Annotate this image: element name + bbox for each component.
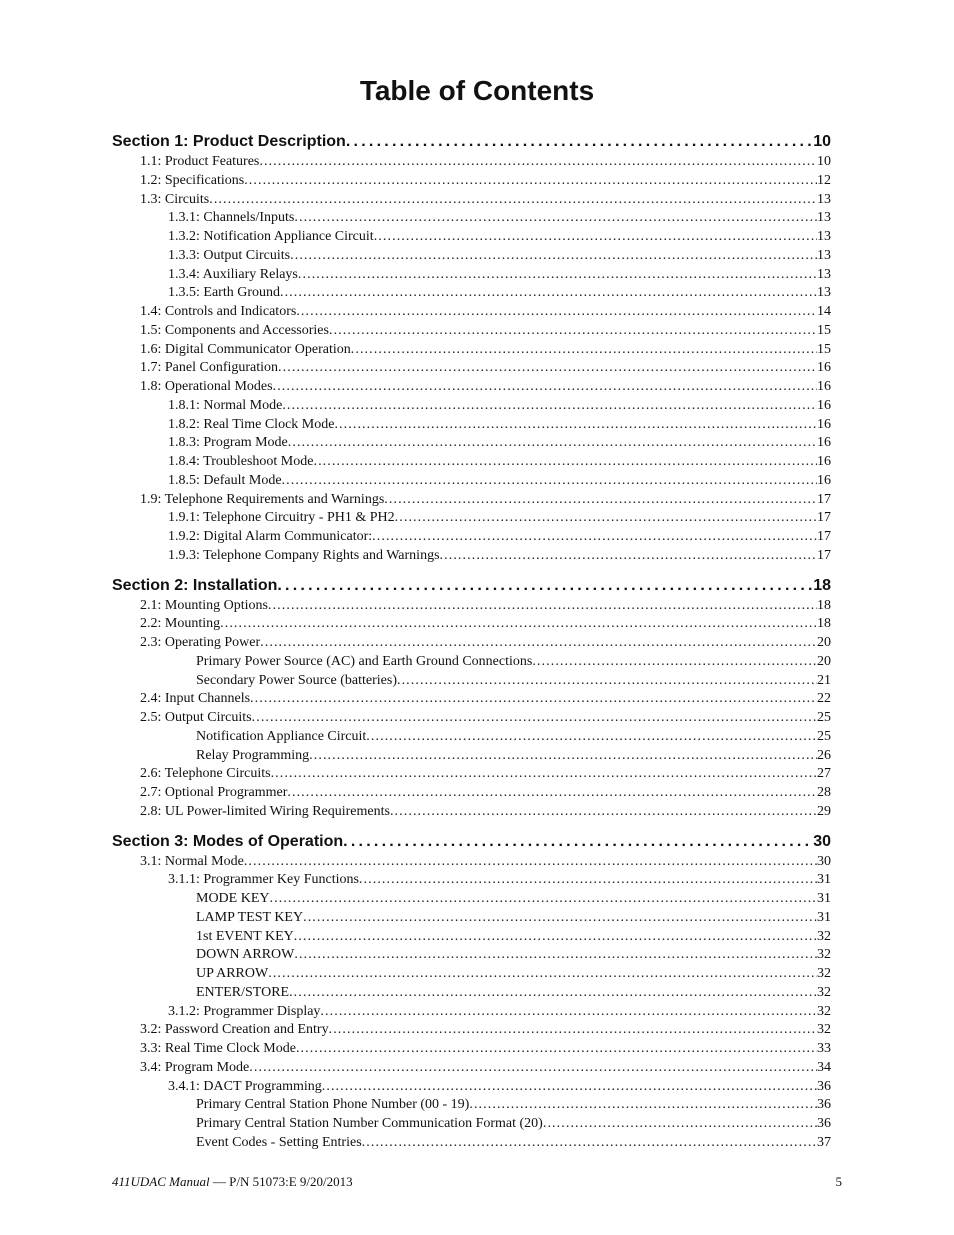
dot-leader xyxy=(366,728,817,747)
dot-leader xyxy=(313,453,817,472)
toc-entry-title: 3.1: Normal Mode xyxy=(140,853,244,869)
toc-entry-page: 32 xyxy=(817,1003,831,1019)
toc-section-heading[interactable] xyxy=(112,131,831,153)
toc-entry-title: 1.8.3: Program Mode xyxy=(168,435,288,451)
toc-entry-page: 13 xyxy=(817,247,831,263)
toc-entry[interactable] xyxy=(112,784,831,803)
toc-entry-page: 25 xyxy=(817,728,831,744)
toc-entry-page: 36 xyxy=(817,1078,831,1094)
toc-entry-title: Primary Power Source (AC) and Earth Ground Connections xyxy=(196,653,533,669)
toc-entry[interactable] xyxy=(112,728,831,747)
toc-entry-page: 18 xyxy=(817,597,831,613)
toc-entry-title: 3.1.2: Programmer Display xyxy=(168,1003,321,1019)
toc-entry-title: 3.1.1: Programmer Key Functions xyxy=(168,872,359,888)
toc-entry[interactable] xyxy=(112,172,831,191)
toc-entry-title: 1.8.4: Troubleshoot Mode xyxy=(168,454,314,469)
toc-entry-page: 37 xyxy=(817,1134,831,1150)
toc-entry-title: 3.4: Program Mode xyxy=(140,1059,250,1075)
toc-entry[interactable] xyxy=(112,247,831,266)
toc-entry-page: 16 xyxy=(817,360,831,376)
dot-leader xyxy=(390,803,817,822)
dot-leader xyxy=(220,615,817,634)
toc-entry[interactable] xyxy=(112,709,831,728)
toc-entry[interactable] xyxy=(112,1021,831,1040)
toc-entry[interactable] xyxy=(112,928,831,947)
toc-entry-page: 16 xyxy=(817,379,831,394)
toc-entry-title: 1.3.1: Channels/Inputs xyxy=(168,210,295,226)
toc-entry-title: 1.3.5: Earth Ground xyxy=(168,285,280,301)
toc-entry[interactable] xyxy=(112,359,831,378)
toc-entry[interactable] xyxy=(112,416,831,435)
dot-leader xyxy=(249,1059,817,1078)
toc-entry-title: Primary Central Station Number Communication Format (20) xyxy=(196,1116,543,1131)
toc-entry-page: 20 xyxy=(817,635,831,650)
toc-entry-page: 17 xyxy=(817,547,831,563)
toc-entry[interactable] xyxy=(112,1003,831,1022)
toc-entry-page: 36 xyxy=(817,1116,831,1131)
table-of-contents xyxy=(112,131,831,1153)
toc-entry[interactable] xyxy=(112,747,831,766)
toc-entry-page: 28 xyxy=(817,785,831,800)
toc-section-heading[interactable] xyxy=(112,831,831,853)
dot-leader xyxy=(277,575,813,597)
dot-leader xyxy=(362,1134,817,1153)
toc-entry[interactable] xyxy=(112,946,831,965)
toc-entry[interactable] xyxy=(112,1078,831,1097)
toc-entry[interactable] xyxy=(112,853,831,872)
dot-leader xyxy=(374,228,817,247)
toc-entry[interactable] xyxy=(112,303,831,322)
dot-leader xyxy=(346,131,813,153)
toc-entry-title: Notification Appliance Circuit xyxy=(196,728,367,744)
toc-entry-title: 1.5: Components and Accessories xyxy=(140,322,329,338)
toc-entry-title: 2.5: Output Circuits xyxy=(140,710,252,725)
dot-leader xyxy=(244,853,817,872)
dot-leader xyxy=(532,653,817,672)
dot-leader xyxy=(372,528,817,547)
toc-entry[interactable] xyxy=(112,965,831,984)
toc-entry[interactable] xyxy=(112,1115,831,1134)
dot-leader xyxy=(282,397,817,416)
toc-entry-page: 26 xyxy=(817,747,831,763)
toc-entry-title: 2.6: Telephone Circuits xyxy=(140,766,271,782)
toc-entry-page: 22 xyxy=(817,691,831,707)
toc-entry-title: 1.8: Operational Modes xyxy=(140,379,273,394)
toc-entry[interactable] xyxy=(112,322,831,341)
toc-entry[interactable] xyxy=(112,453,831,472)
toc-entry[interactable] xyxy=(112,690,831,709)
dot-leader xyxy=(543,1115,817,1134)
toc-entry[interactable] xyxy=(112,191,831,210)
toc-entry-page: 30 xyxy=(813,832,831,850)
dot-leader xyxy=(296,1040,817,1059)
toc-entry-page: 21 xyxy=(817,672,831,688)
toc-entry-title: Relay Programming xyxy=(196,747,310,763)
dot-leader xyxy=(280,284,817,303)
footer-manual-info xyxy=(112,1174,353,1190)
dot-leader xyxy=(322,1078,817,1097)
toc-entry[interactable] xyxy=(112,615,831,634)
toc-entry-title: 1.9.1: Telephone Circuitry - PH1 & PH2 xyxy=(168,510,395,526)
toc-entry[interactable] xyxy=(112,765,831,784)
toc-entry-page: 13 xyxy=(817,210,831,226)
toc-entry-title: 1.2: Specifications xyxy=(140,172,245,188)
toc-entry-page: 18 xyxy=(817,616,831,632)
toc-entry-page: 18 xyxy=(813,576,831,594)
dot-leader xyxy=(294,928,817,947)
toc-entry-page: 36 xyxy=(817,1097,831,1113)
dot-leader xyxy=(469,1096,817,1115)
dot-leader xyxy=(268,965,817,984)
toc-entry-page: 13 xyxy=(817,191,831,207)
toc-entry-title: 1.9: Telephone Requirements and Warnings xyxy=(140,491,385,507)
toc-entry-page: 34 xyxy=(817,1059,831,1075)
dot-leader xyxy=(273,378,817,397)
footer-manual-name: 411UDAC Manual xyxy=(112,1174,210,1189)
dot-leader xyxy=(260,634,817,653)
toc-entry-title: Primary Central Station Phone Number (00 - 19) xyxy=(196,1097,470,1113)
dot-leader xyxy=(334,416,817,435)
toc-entry[interactable] xyxy=(112,1059,831,1078)
toc-entry-page: 30 xyxy=(817,853,831,869)
toc-entry-title: DOWN ARROW xyxy=(196,947,295,963)
toc-entry-title: ENTER/STORE xyxy=(196,984,290,1000)
toc-entry-page: 16 xyxy=(817,454,831,469)
toc-entry[interactable] xyxy=(112,547,831,566)
toc-entry[interactable] xyxy=(112,672,831,691)
toc-entry-title: 1.7: Panel Configuration xyxy=(140,360,279,376)
page-title: Table of Contents xyxy=(359,75,595,106)
dot-leader xyxy=(244,172,817,191)
toc-entry-page: 33 xyxy=(817,1041,831,1056)
toc-entry-title: 2.3: Operating Power xyxy=(140,635,261,650)
toc-entry-title: 1.8.1: Normal Mode xyxy=(168,397,283,413)
toc-entry[interactable] xyxy=(112,1096,831,1115)
dot-leader xyxy=(259,153,817,172)
toc-entry-title: 1.4: Controls and Indicators xyxy=(140,304,297,319)
toc-entry-title: 3.4.1: DACT Programming xyxy=(168,1078,322,1094)
toc-entry-page: 16 xyxy=(817,397,831,413)
dot-leader xyxy=(288,434,817,453)
toc-entry-title: 1.3.2: Notification Appliance Circuit xyxy=(168,229,374,244)
toc-entry[interactable] xyxy=(112,653,831,672)
toc-entry[interactable] xyxy=(112,153,831,172)
toc-entry-title: 2.7: Optional Programmer xyxy=(140,785,288,800)
toc-entry-page: 20 xyxy=(817,653,831,669)
toc-entry-page: 31 xyxy=(817,891,831,906)
toc-entry-title: UP ARROW xyxy=(196,966,269,981)
toc-entry-title: Secondary Power Source (batteries) xyxy=(196,672,397,688)
dot-leader xyxy=(289,984,817,1003)
dot-leader xyxy=(287,784,817,803)
dot-leader xyxy=(209,191,817,210)
toc-entry-title: 2.8: UL Power-limited Wiring Requirements xyxy=(140,803,390,819)
toc-entry-page: 32 xyxy=(817,984,831,1000)
toc-entry-page: 32 xyxy=(817,928,831,944)
dot-leader xyxy=(278,359,817,378)
dot-leader xyxy=(395,509,817,528)
dot-leader xyxy=(397,672,817,691)
dot-leader xyxy=(303,909,817,928)
toc-entry-page: 10 xyxy=(817,154,831,169)
dot-leader xyxy=(329,322,817,341)
toc-entry-page: 15 xyxy=(817,341,831,357)
toc-entry-page: 25 xyxy=(817,710,831,725)
toc-entry-title: 2.1: Mounting Options xyxy=(140,597,268,613)
toc-entry[interactable] xyxy=(112,634,831,653)
toc-entry[interactable] xyxy=(112,909,831,928)
toc-entry-title: Section 1: Product Description xyxy=(112,133,346,150)
toc-entry-title: 3.3: Real Time Clock Mode xyxy=(140,1041,296,1056)
toc-entry-page: 32 xyxy=(817,1022,831,1038)
toc-entry-title: 1.9.3: Telephone Company Rights and Warnings xyxy=(168,547,440,563)
toc-entry-title: 3.2: Password Creation and Entry xyxy=(140,1022,329,1038)
toc-entry-page: 17 xyxy=(817,529,831,544)
dot-leader xyxy=(294,946,817,965)
toc-entry[interactable] xyxy=(112,1040,831,1059)
toc-entry[interactable] xyxy=(112,397,831,416)
toc-entry[interactable] xyxy=(112,871,831,890)
dot-leader xyxy=(282,472,817,491)
dot-leader xyxy=(351,341,817,360)
toc-entry-title: 1.8.5: Default Mode xyxy=(168,472,282,488)
dot-leader xyxy=(290,247,817,266)
toc-entry-title: 1.9.2: Digital Alarm Communicator: xyxy=(168,529,373,544)
toc-entry[interactable] xyxy=(112,890,831,909)
toc-entry-page: 13 xyxy=(817,266,831,282)
toc-entry[interactable] xyxy=(112,341,831,360)
dot-leader xyxy=(440,547,817,566)
toc-entry[interactable] xyxy=(112,528,831,547)
toc-entry-page: 31 xyxy=(817,872,831,888)
toc-entry-title: MODE KEY xyxy=(196,891,270,906)
toc-entry-page: 16 xyxy=(817,416,831,432)
dot-leader xyxy=(343,831,813,853)
dot-leader xyxy=(384,491,817,510)
toc-entry-title: Event Codes - Setting Entries xyxy=(196,1134,362,1150)
toc-entry-title: 1.6: Digital Communicator Operation xyxy=(140,341,351,357)
toc-entry-title: 1.1: Product Features xyxy=(140,154,260,169)
toc-entry-title: 1.3.3: Output Circuits xyxy=(168,247,291,263)
toc-entry-page: 29 xyxy=(817,803,831,819)
toc-entry-title: LAMP TEST KEY xyxy=(196,909,304,925)
toc-entry-page: 17 xyxy=(817,491,831,507)
dot-leader xyxy=(250,690,817,709)
dot-leader xyxy=(296,303,817,322)
toc-entry[interactable] xyxy=(112,209,831,228)
toc-entry-page: 16 xyxy=(817,435,831,451)
toc-entry-page: 14 xyxy=(817,304,831,319)
dot-leader xyxy=(320,1003,817,1022)
toc-entry-title: 1.3.4: Auxiliary Relays xyxy=(168,266,298,282)
dot-leader xyxy=(294,209,817,228)
toc-entry[interactable] xyxy=(112,597,831,616)
toc-entry[interactable] xyxy=(112,266,831,285)
toc-entry-page: 27 xyxy=(817,766,831,782)
toc-entry-title: Section 2: Installation xyxy=(112,576,278,594)
toc-entry[interactable] xyxy=(112,803,831,822)
toc-entry-page: 32 xyxy=(817,947,831,963)
toc-entry[interactable] xyxy=(112,378,831,397)
toc-entry[interactable] xyxy=(112,284,831,303)
dot-leader xyxy=(271,765,817,784)
toc-entry[interactable] xyxy=(112,509,831,528)
page-footer xyxy=(112,1174,842,1190)
dot-leader xyxy=(309,747,817,766)
toc-entry-page: 32 xyxy=(817,966,831,981)
toc-entry-title: 1.3: Circuits xyxy=(140,191,210,207)
toc-entry[interactable] xyxy=(112,472,831,491)
dot-leader xyxy=(359,871,817,890)
toc-entry[interactable] xyxy=(112,434,831,453)
toc-entry-title: Section 3: Modes of Operation xyxy=(112,832,344,850)
footer-part-number: — P/N 51073:E 9/20/2013 xyxy=(209,1174,353,1189)
toc-entry-title: 2.2: Mounting xyxy=(140,616,221,632)
dot-leader xyxy=(270,890,818,909)
footer-page-number: 5 xyxy=(835,1174,842,1189)
toc-entry-page: 13 xyxy=(817,285,831,301)
toc-entry-page: 15 xyxy=(817,322,831,338)
dot-leader xyxy=(252,709,817,728)
dot-leader xyxy=(268,597,817,616)
toc-entry-page: 12 xyxy=(817,172,831,188)
toc-entry[interactable] xyxy=(112,228,831,247)
dot-leader xyxy=(329,1021,817,1040)
toc-entry-title: 1st EVENT KEY xyxy=(196,928,294,944)
toc-entry-page: 13 xyxy=(817,229,831,244)
toc-entry[interactable] xyxy=(112,491,831,510)
toc-entry-page: 31 xyxy=(817,909,831,925)
toc-entry-page: 16 xyxy=(817,472,831,488)
toc-entry-title: 2.4: Input Channels xyxy=(140,691,251,707)
dot-leader xyxy=(298,266,817,285)
toc-entry[interactable] xyxy=(112,1134,831,1153)
toc-entry-title: 1.8.2: Real Time Clock Mode xyxy=(168,416,335,432)
toc-entry-page: 17 xyxy=(817,510,831,526)
toc-entry-page: 10 xyxy=(813,133,831,150)
toc-section-heading[interactable] xyxy=(112,575,831,597)
toc-entry[interactable] xyxy=(112,984,831,1003)
